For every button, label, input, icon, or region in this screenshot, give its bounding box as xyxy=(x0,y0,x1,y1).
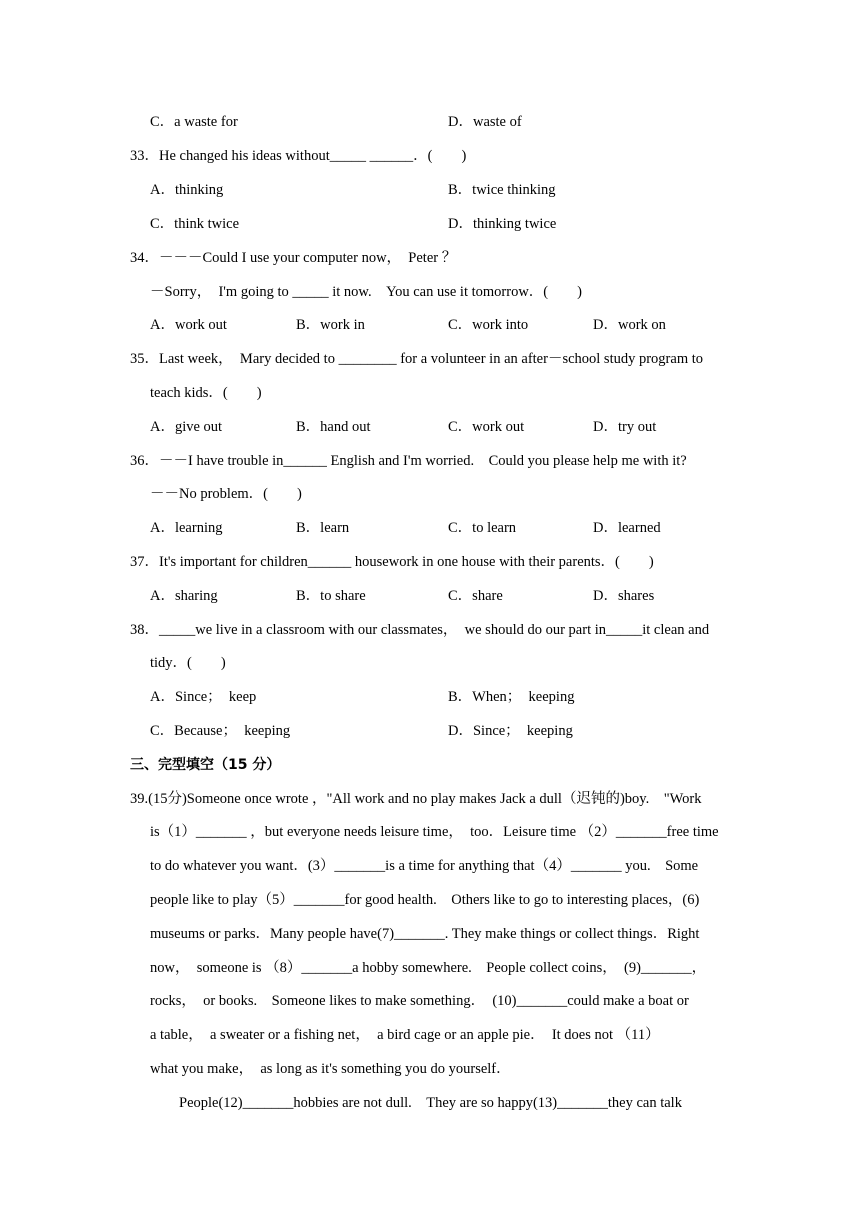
q34-reply: －Sorry， I'm going to _____ it now. You can use it tomorrow．( ) xyxy=(150,284,582,300)
q36-reply: －－No problem．( ) xyxy=(150,486,302,502)
q39-line-5: museums or parks．Many people have(7)_______. They make things or collect things．Right xyxy=(150,926,700,942)
q37-option-d: D．shares xyxy=(593,588,655,604)
q35-option-b: B．hand out xyxy=(296,419,371,435)
q36-option-a: A．learning xyxy=(150,520,223,536)
q39-line-3: to do whatever you want．(3）_______is a time for anything that（4）_______ you. Some xyxy=(150,858,699,874)
q32-option-c: C．a waste for xyxy=(150,114,238,130)
q33-option-d: D．thinking twice xyxy=(448,216,557,232)
q39-line-1: 39.(15分)Someone once wrote ，"All work and no play makes Jack a dull（迟钝的)boy. "Work xyxy=(130,791,702,807)
q39-line-4: people like to play（5）_______for good health. Others like to go to interesting places，(6) xyxy=(150,892,700,908)
q38-option-b: B．When； keeping xyxy=(448,689,575,705)
q39-line-6: now， someone is （8）_______a hobby somewhere. People collect coins， (9)_______， xyxy=(150,960,707,976)
q38-option-d: D．Since； keeping xyxy=(448,723,573,739)
q39-line-2: is（1）_______ ，but everyone needs leisure time， too．Leisure time （2）_______free time xyxy=(150,824,719,840)
q35-option-d: D．try out xyxy=(593,419,657,435)
q37-option-a: A．sharing xyxy=(150,588,218,604)
q37-stem: 37．It's important for children______ housework in one house with their parents．( ) xyxy=(130,554,654,570)
q39-line-9: what you make， as long as it's something you do yourself． xyxy=(150,1061,511,1077)
q34-option-a: A．work out xyxy=(150,317,227,333)
section-heading: 三、完型填空（15 分） xyxy=(130,757,281,773)
q34-option-b: B．work in xyxy=(296,317,365,333)
q33-option-c: C．think twice xyxy=(150,216,240,232)
q36-stem: 36．－－I have trouble in______ English and I'm worried. Could you please help me with it? xyxy=(130,453,687,469)
q36-option-b: B．learn xyxy=(296,520,350,536)
q38-stem: 38．_____we live in a classroom with our classmates， we should do our part in_____it clean and xyxy=(130,622,710,638)
q35-stem-continued: teach kids．( ) xyxy=(150,385,262,401)
q38-option-a: A．Since； keep xyxy=(150,689,257,705)
q33-stem: 33．He changed his ideas without_____ ______．( ) xyxy=(130,148,467,164)
q34-stem: 34．－－－Could I use your computer now， Peter ？ xyxy=(130,250,457,266)
q38-stem-continued: tidy．( ) xyxy=(150,655,226,671)
q35-stem: 35．Last week， Mary decided to ________ for a volunteer in an after－school study program to xyxy=(130,351,704,367)
q38-option-c: C．Because； keeping xyxy=(150,723,291,739)
q34-option-c: C．work into xyxy=(448,317,529,333)
q35-option-c: C．work out xyxy=(448,419,525,435)
q36-option-c: C．to learn xyxy=(448,520,517,536)
q32-option-d: D．waste of xyxy=(448,114,522,130)
q37-option-b: B．to share xyxy=(296,588,366,604)
q33-option-a: A．thinking xyxy=(150,182,224,198)
q39-line-10: People(12)_______hobbies are not dull. They are so happy(13)_______they can talk xyxy=(150,1095,682,1111)
q35-option-a: A．give out xyxy=(150,419,223,435)
q33-option-b: B．twice thinking xyxy=(448,182,556,198)
q37-option-c: C．share xyxy=(448,588,503,604)
q39-line-8: a table， a sweater or a fishing net， a bird cage or an apple pie． It does not （11） xyxy=(150,1027,660,1043)
q34-option-d: D．work on xyxy=(593,317,666,333)
q36-option-d: D．learned xyxy=(593,520,661,536)
q39-line-7: rocks， or books. Someone likes to make something． (10)_______could make a boat or xyxy=(150,993,689,1009)
